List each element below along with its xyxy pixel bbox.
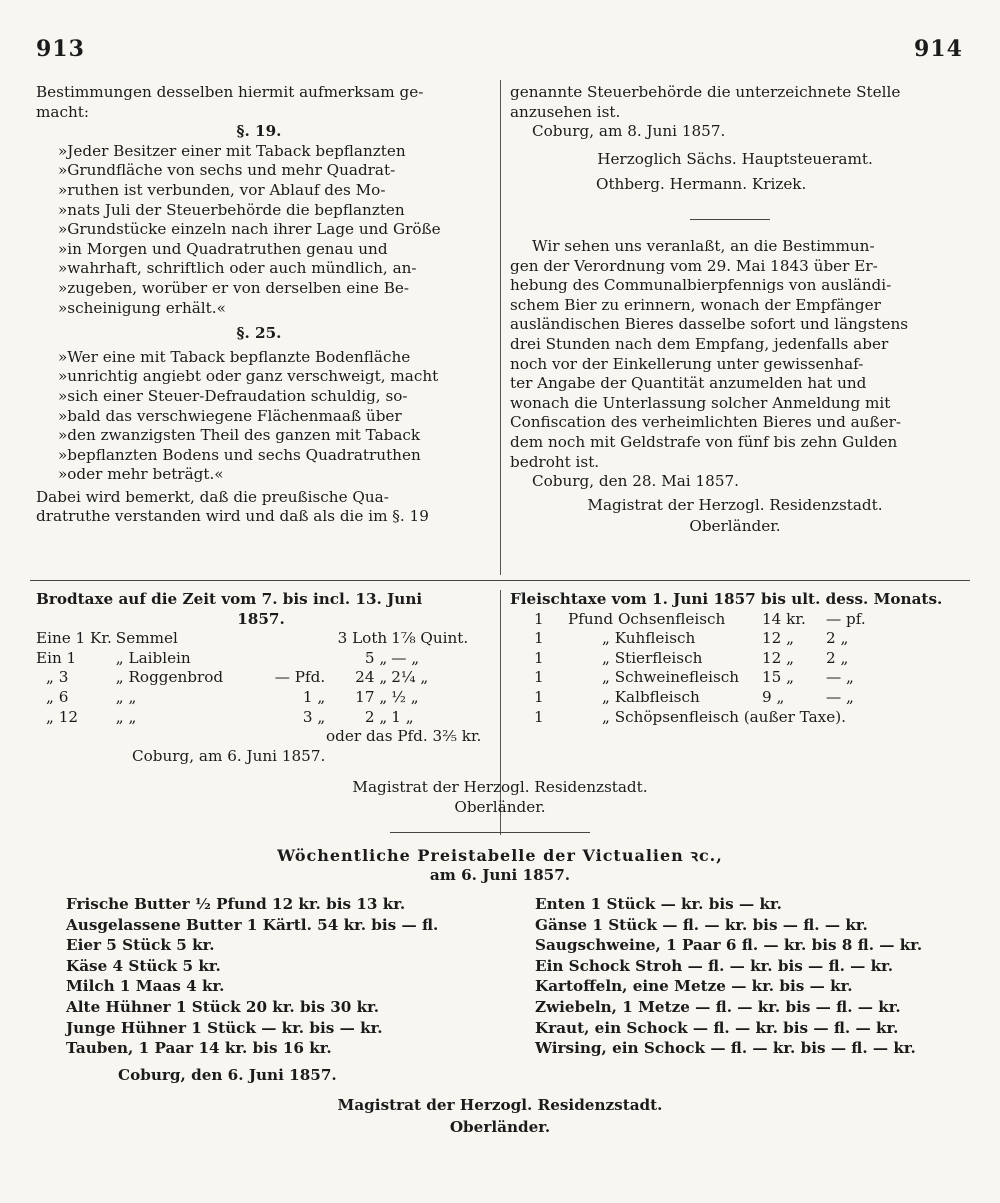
closing-line: dratruthe verstanden wird und daß als die im §. 19	[36, 507, 429, 526]
list-item: Tauben, 1 Paar 14 kr. bis 16 kr.	[66, 1039, 332, 1058]
list-item: Kraut, ein Schock — fl. — kr. bis — fl. — kr.	[535, 1018, 899, 1037]
text-line: anzusehen ist.	[510, 102, 621, 121]
text-line: »unrichtig angiebt oder ganz verschweigt, macht	[58, 367, 439, 386]
table-cell: 5 „	[364, 648, 388, 667]
column-divider-top	[500, 80, 501, 575]
table-cell: — „	[826, 668, 854, 687]
signers: Othberg. Hermann. Krizek.	[596, 175, 807, 194]
victualien-right-list	[535, 894, 975, 1059]
table-cell: 1⅞ Quint.	[391, 629, 469, 648]
table-cell: „ Stierfleisch	[602, 648, 703, 667]
table-cell: 1	[534, 609, 544, 628]
list-item: Zwiebeln, 1 Metze — fl. — kr. bis — fl. — kr.	[535, 997, 901, 1016]
list-item: Ein Schock Stroh — fl. — kr. bis — fl. — kr.	[535, 956, 894, 975]
section-heading: §. 25.	[236, 324, 282, 343]
text-line: wonach die Unterlassung solcher Anmeldung mit	[510, 393, 891, 412]
dateline: Coburg, am 8. Juni 1857.	[532, 122, 726, 141]
table-cell: „ 3	[46, 668, 69, 687]
left-top-column	[36, 83, 482, 527]
table-cell: 14 kr.	[762, 609, 806, 628]
intro-line: macht:	[36, 102, 89, 121]
beer-notice	[510, 237, 960, 472]
text-line: »in Morgen und Quadratruthen genau und	[58, 239, 388, 258]
page-number-left: 913	[36, 36, 85, 62]
list-item: Frische Butter ½ Pfund 12 kr. bis 13 kr.	[66, 895, 406, 913]
dateline: Coburg, den 28. Mai 1857.	[532, 472, 739, 491]
table-row	[36, 668, 472, 688]
text-line: »sich einer Steuer-Defraudation schuldig, so-	[58, 386, 408, 405]
table-cell: Semmel	[115, 629, 178, 648]
text-line: »Jeder Besitzer einer mit Taback bepflanzten	[58, 141, 406, 160]
table-row	[534, 629, 870, 649]
text-line: »bepflanzten Bodens und sechs Quadratruthen	[58, 445, 421, 464]
table-cell: „ Schweinefleisch	[602, 668, 740, 687]
section-rule	[30, 580, 970, 581]
text-line: »Grundstücke einzeln nach ihrer Lage und Größe	[58, 220, 441, 239]
table-row	[36, 708, 472, 728]
victualien-dateline	[118, 1066, 518, 1086]
office-name: Herzoglich Sächs. Hauptsteueramt.	[597, 149, 873, 168]
fleischtaxe-title: Fleischtaxe vom 1. Juni 1857 bis ult. dess. Monats.	[510, 590, 943, 608]
list-item: Ausgelassene Butter 1 Kärtl. 54 kr. bis — fl.	[66, 915, 439, 934]
text-line: gen der Verordnung vom 29. Mai 1843 über Er-	[510, 256, 878, 275]
text-line: »Wer eine mit Taback bepflanzte Bodenfläche	[58, 347, 411, 366]
list-item: Käse 4 Stück 5 kr.	[66, 956, 221, 975]
brodtaxe-year: 1857.	[237, 609, 285, 628]
page-number-right: 914	[914, 36, 963, 62]
text-line: »oder mehr beträgt.«	[58, 465, 224, 484]
right-top-column	[510, 83, 960, 537]
table-cell: 15 „	[762, 668, 795, 687]
text-line: drei Stunden nach dem Empfang, jedenfalls aber	[510, 334, 889, 353]
list-item: Wirsing, ein Schock — fl. — kr. bis — fl. — kr.	[535, 1039, 916, 1058]
table-row	[534, 668, 870, 688]
list-item: Gänse 1 Stück — fl. — kr. bis — fl. — kr.	[535, 915, 868, 934]
table-cell: 2¼ „	[391, 668, 429, 687]
intro-line: Bestimmungen desselben hiermit aufmerksam ge-	[36, 83, 424, 101]
table-row	[36, 649, 472, 669]
text-line: Wir sehen uns veranlaßt, an die Bestimmun-	[532, 236, 875, 255]
table-cell: „ „	[115, 687, 137, 706]
brodtaxe-title: Brodtaxe auf die Zeit vom 7. bis incl. 13. Juni	[36, 590, 423, 608]
table-cell: Ein 1	[36, 648, 77, 667]
list-item: Kartoffeln, eine Metze — kr. bis — kr.	[535, 977, 853, 996]
text-line: »ruthen ist verbunden, vor Ablauf des Mo-	[58, 180, 386, 199]
section-19-text	[36, 142, 482, 318]
table-cell: „ 6	[46, 687, 69, 706]
signature-name: Oberländer.	[449, 1117, 551, 1136]
signature-name: Oberländer.	[454, 797, 546, 816]
section-25-text	[36, 348, 482, 485]
table-cell	[275, 649, 329, 669]
text-line: genannte Steuerbehörde die unterzeichnete Stelle	[510, 83, 901, 101]
table-cell: „ Schöpsenfleisch (außer Taxe).	[602, 707, 846, 726]
victualien-left-list	[66, 894, 506, 1059]
list-item: Eier 5 Stück 5 kr.	[66, 936, 215, 955]
text-line: »den zwanzigsten Theil des ganzen mit Taback	[58, 426, 421, 445]
table-cell: 9 „	[762, 687, 785, 706]
table-cell: ½ „	[391, 687, 419, 706]
victualien-header	[0, 846, 1000, 885]
table-cell: 12 „	[762, 629, 795, 648]
price-per-pound: oder das Pfd. 3⅖ kr.	[326, 727, 482, 746]
text-line: noch vor der Einkellerung unter gewissenhaf-	[510, 354, 864, 373]
text-line: »bald das verschwiegene Flächenmaaß über	[58, 406, 402, 425]
table-cell: „ Kuhfleisch	[602, 629, 696, 648]
brodtaxe-table	[36, 629, 472, 727]
table-cell	[275, 629, 329, 649]
brodtaxe-section	[36, 590, 486, 766]
table-cell: „ Laiblein	[115, 648, 191, 667]
text-line: schem Bier zu erinnern, wonach der Empfänger	[510, 295, 881, 314]
table-cell: — „	[391, 648, 420, 667]
text-line: »nats Juli der Steuerbehörde die bepflanzten	[58, 200, 405, 219]
text-line: Confiscation des verheimlichten Bieres und außer-	[510, 413, 901, 432]
text-line: »wahrhaft, schriftlich oder auch mündlich, an-	[58, 259, 417, 278]
text-line: »Grundfläche von sechs und mehr Quadrat-	[58, 161, 396, 180]
table-row	[36, 629, 472, 649]
table-cell: 1	[534, 629, 544, 648]
table-cell: „ „	[115, 707, 137, 726]
text-line: »scheinigung erhält.«	[58, 298, 226, 317]
list-item: Enten 1 Stück — kr. bis — kr.	[535, 895, 782, 913]
dateline: Coburg, am 6. Juni 1857.	[132, 746, 326, 765]
table-cell: 2 „	[826, 648, 849, 667]
table-cell: „ Roggenbrod	[115, 668, 224, 687]
table-cell: 2 „	[364, 707, 388, 726]
table-cell: — pf.	[826, 609, 866, 628]
table-cell: 2 „	[826, 629, 849, 648]
victualien-subtitle: am 6. Juni 1857.	[429, 865, 571, 884]
text-line: bedroht ist.	[510, 452, 600, 471]
short-rule	[390, 832, 590, 833]
list-item: Junge Hühner 1 Stück — kr. bis — kr.	[66, 1018, 383, 1037]
table-row	[534, 610, 870, 630]
table-cell: 3 „	[302, 707, 326, 726]
table-row	[36, 688, 472, 708]
table-cell: 1 „	[302, 687, 326, 706]
table-cell: Pfund Ochsenfleisch	[568, 609, 726, 628]
text-line: »zugeben, worüber er von derselben eine Be-	[58, 278, 409, 297]
text-line: ter Angabe der Quantität anzumelden hat und	[510, 374, 867, 393]
table-cell: 12 „	[762, 648, 795, 667]
table-cell: — Pfd.	[274, 668, 326, 687]
text-line: hebung des Communalbierpfennigs von ausländi-	[510, 276, 892, 295]
text-line: dem noch mit Geldstrafe von fünf bis zehn Gulden	[510, 432, 898, 451]
table-cell: 1 „	[391, 707, 414, 726]
signature-name: Oberländer.	[689, 517, 781, 536]
bottom-signature	[250, 1096, 750, 1137]
table-cell: Eine 1 Kr.	[36, 629, 112, 648]
list-item: Milch 1 Maas 4 kr.	[66, 977, 225, 996]
fleischtaxe-table	[534, 610, 870, 728]
table-row	[534, 708, 870, 728]
victualien-title: Wöchentliche Preistabelle der Victualien ꝛc.,	[277, 846, 723, 865]
table-cell: — „	[826, 687, 854, 706]
table-cell: 1	[534, 687, 544, 706]
signature-office: Magistrat der Herzogl. Residenzstadt.	[587, 495, 883, 514]
signature-office: Magistrat der Herzogl. Residenzstadt.	[337, 1096, 663, 1114]
dateline: Coburg, den 6. Juni 1857.	[118, 1066, 337, 1084]
closing-line: Dabei wird bemerkt, daß die preußische Qua-	[36, 487, 389, 506]
table-cell: 24 „	[355, 668, 388, 687]
table-cell: 1	[534, 648, 544, 667]
table-cell: 3 Loth	[337, 629, 388, 648]
signature-office: Magistrat der Herzogl. Residenzstadt.	[352, 778, 648, 796]
table-cell: 1	[534, 707, 544, 726]
fleischtaxe-section	[510, 590, 960, 727]
table-cell: „ Kalbfleisch	[602, 687, 700, 706]
mid-signature	[300, 778, 700, 817]
table-cell: „ 12	[46, 707, 79, 726]
table-cell: 17 „	[355, 687, 388, 706]
table-cell: 1	[534, 668, 544, 687]
table-row	[534, 649, 870, 669]
list-item: Alte Hühner 1 Stück 20 kr. bis 30 kr.	[66, 997, 380, 1016]
text-line: ausländischen Bieres dasselbe sofort und längstens	[510, 315, 909, 334]
section-heading: §. 19.	[236, 122, 282, 141]
table-row	[534, 688, 870, 708]
list-item: Saugschweine, 1 Paar 6 fl. — kr. bis 8 fl. — kr.	[535, 936, 923, 955]
